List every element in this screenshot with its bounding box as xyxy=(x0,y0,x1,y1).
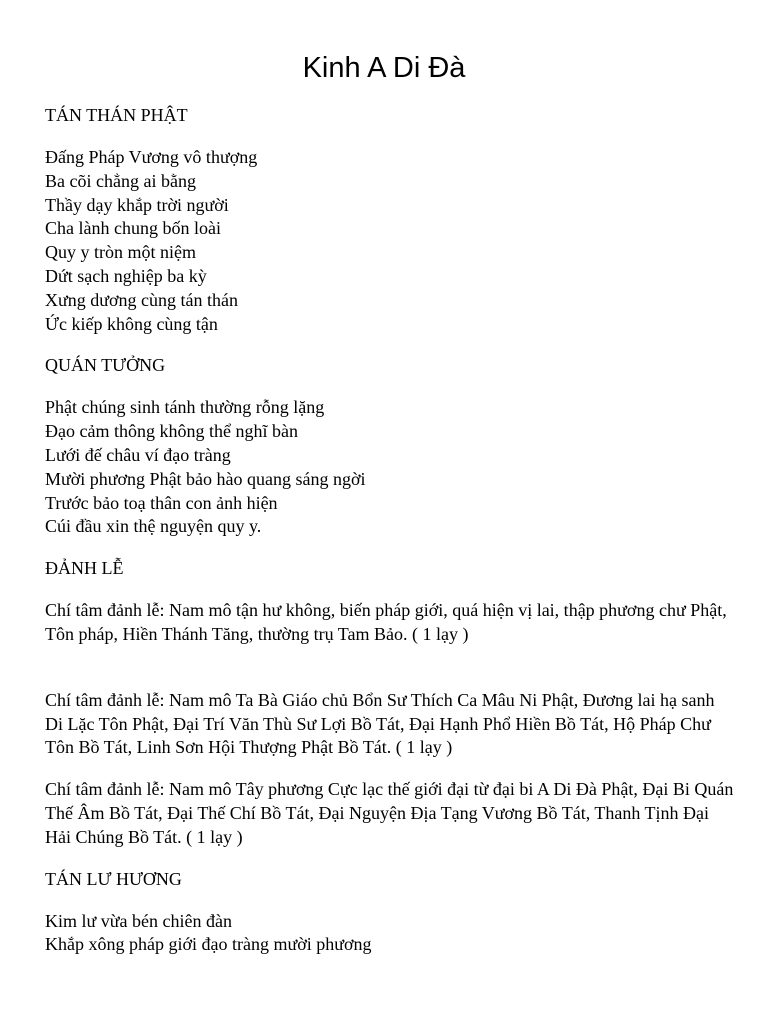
verse-line: Cúi đầu xin thệ nguyện quy y. xyxy=(45,516,262,537)
verse-line: Xưng dương cùng tán thán xyxy=(45,289,238,310)
verse-block xyxy=(45,146,735,336)
verse-line: Đấng Pháp Vương vô thượng xyxy=(45,147,258,167)
section-danh-le xyxy=(45,557,735,849)
verse-line: Ức kiếp không cùng tận xyxy=(45,313,218,334)
section-heading: QUÁN TƯỞNG xyxy=(45,355,166,376)
verse-line: Trước bảo toạ thân con ảnh hiện xyxy=(45,492,278,513)
verse-line: Phật chúng sinh tánh thường rỗng lặng xyxy=(45,397,325,418)
prostration-paragraph: Chí tâm đảnh lễ: Nam mô Tây phương Cực lạc thế giới đại từ đại bi A Di Đà Phật, Đại Bi Quán Thế Âm Bồ Tát, Đại Thế Chí Bồ Tát, Đại Nguyện Địa Tạng Vương Bồ Tát, Thanh Tịnh Đại Hải Chúng Bồ Tát. ( 1 lạy ) xyxy=(45,779,734,847)
section-tan-lu-huong xyxy=(45,868,735,958)
verse-line: Cha lành chung bốn loài xyxy=(45,218,221,239)
section-tan-than-phat xyxy=(45,104,735,336)
verse-line: Khắp xông pháp giới đạo tràng mười phương xyxy=(45,934,372,955)
section-quan-tuong xyxy=(45,354,735,539)
verse-line: Mười phương Phật bảo hào quang sáng ngời xyxy=(45,468,366,489)
section-heading: TÁN LƯ HƯƠNG xyxy=(45,868,182,889)
section-heading: TÁN THÁN PHẬT xyxy=(45,105,188,125)
section-heading: ĐẢNH LỄ xyxy=(45,558,124,579)
document-body xyxy=(45,104,735,975)
verse-line: Lưới đế châu ví đạo tràng xyxy=(45,444,231,465)
verse-line: Thầy dạy khắp trời người xyxy=(45,194,229,215)
document-title: Kinh A Di Đà xyxy=(302,52,466,84)
verse-line: Đạo cảm thông không thể nghĩ bàn xyxy=(45,421,298,442)
verse-block xyxy=(45,396,735,539)
verse-line: Dứt sạch nghiệp ba kỳ xyxy=(45,265,207,286)
prostration-paragraph: Chí tâm đảnh lễ: Nam mô Ta Bà Giáo chủ Bổn Sư Thích Ca Mâu Ni Phật, Đương lai hạ sanh Di Lặc Tôn Phật, Đại Trí Văn Thù Sư Lợi Bồ Tát, Đại Hạnh Phổ Hiền Bồ Tát, Hộ Pháp Chư Tôn Bồ Tát, Linh Sơn Hội Thượng Phật Bồ Tát. ( 1 lạy ) xyxy=(45,689,715,758)
verse-line: Kim lư vừa bén chiên đàn xyxy=(45,910,232,931)
prostration-paragraph: Chí tâm đảnh lễ: Nam mô tận hư không, biến pháp giới, quá hiện vị lai, thập phương chư Phật, Tôn pháp, Hiền Thánh Tăng, thường trụ Tam Bảo. ( 1 lạy ) xyxy=(45,600,727,644)
verse-line: Ba cõi chẳng ai bằng xyxy=(45,170,196,191)
verse-line: Quy y tròn một niệm xyxy=(45,242,196,263)
verse-block xyxy=(45,910,735,958)
